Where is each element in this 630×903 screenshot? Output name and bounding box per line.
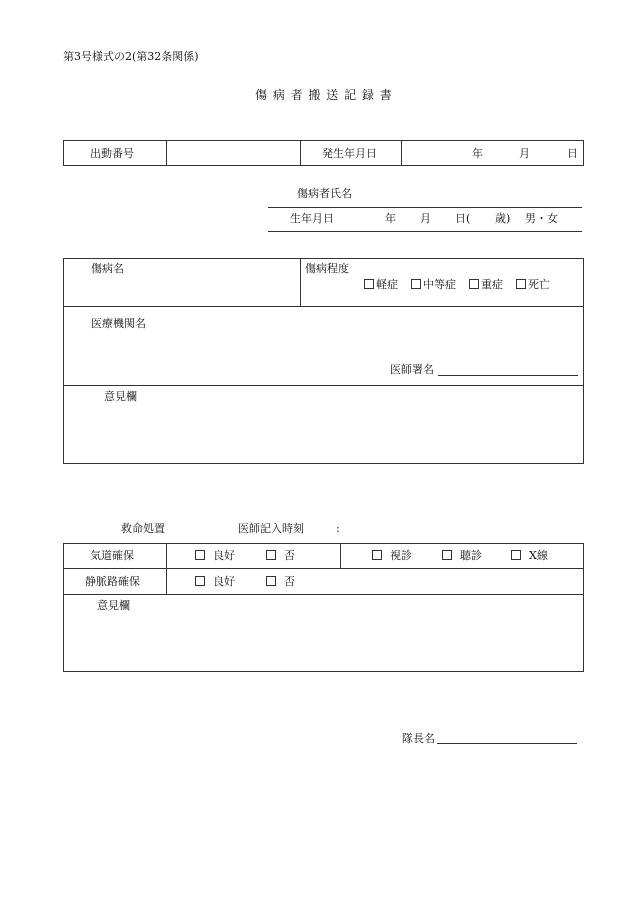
treatment-opinion-label: 意見欄 (97, 599, 130, 612)
birth-year: 年 (385, 212, 396, 225)
severity-option-mild[interactable]: 軽症 (364, 279, 398, 290)
age: 歳) (495, 212, 511, 225)
captain-name-label: 隊長名 (402, 732, 435, 745)
severity-option-death[interactable]: 死亡 (516, 279, 550, 290)
checkbox-icon (511, 550, 521, 560)
birthdate-label: 生年月日 (290, 212, 334, 225)
birth-day: 日( (455, 212, 471, 225)
captain-signature-line[interactable] (437, 743, 577, 744)
patient-name-line[interactable] (268, 207, 582, 208)
iv-access-label: 静脈路確保 (85, 575, 140, 588)
checkbox-icon (469, 279, 479, 289)
time-separator: : (336, 522, 340, 535)
doctor-signature-line[interactable] (438, 375, 578, 376)
occurrence-date-label: 発生年月日 (322, 147, 377, 160)
life-saving-label: 救命処置 (121, 522, 165, 535)
checkbox-icon (516, 279, 526, 289)
sex-select[interactable]: 男・女 (525, 212, 558, 225)
severity-option-moderate[interactable]: 中等症 (411, 279, 456, 290)
auscultation-option[interactable]: 聴診 (442, 550, 482, 561)
severity-label: 傷病程度 (305, 262, 349, 275)
checkbox-icon (364, 279, 374, 289)
checkbox-icon (195, 550, 205, 560)
dispatch-number-label: 出動番号 (90, 147, 134, 160)
occurrence-month: 月 (519, 147, 530, 160)
airway-no-option[interactable]: 否 (266, 550, 295, 561)
checkbox-icon (442, 550, 452, 560)
airway-good-option[interactable]: 良好 (195, 550, 235, 561)
dispatch-number-field[interactable] (170, 144, 296, 162)
checkbox-icon (266, 550, 276, 560)
iv-no-option[interactable]: 否 (266, 576, 295, 587)
xray-option[interactable]: X線 (511, 550, 548, 561)
occurrence-day: 日 (567, 147, 578, 160)
checkbox-icon (195, 576, 205, 586)
document-title: 傷 病 者 搬 送 記 録 書 (255, 88, 392, 102)
checkbox-icon (266, 576, 276, 586)
patient-name-label: 傷病者氏名 (297, 187, 352, 200)
iv-good-option[interactable]: 良好 (195, 576, 235, 587)
doctor-entry-time-label: 医師記入時刻 (238, 522, 304, 535)
treatment-section (63, 543, 584, 672)
occurrence-year: 年 (472, 147, 483, 160)
visual-exam-option[interactable]: 視診 (372, 550, 412, 561)
checkbox-icon (372, 550, 382, 560)
medical-section (63, 258, 584, 464)
opinion-label: 意見欄 (104, 390, 137, 403)
disease-name-label: 傷病名 (91, 262, 124, 275)
checkbox-icon (411, 279, 421, 289)
doctor-signature-label: 医師署名 (390, 363, 434, 376)
form-reference: 第3号様式の2(第32条関係) (63, 50, 199, 63)
severity-option-severe[interactable]: 重症 (469, 279, 503, 290)
birth-month: 月 (420, 212, 431, 225)
airway-label: 気道確保 (90, 549, 134, 562)
medical-institution-label: 医療機関名 (91, 317, 146, 330)
